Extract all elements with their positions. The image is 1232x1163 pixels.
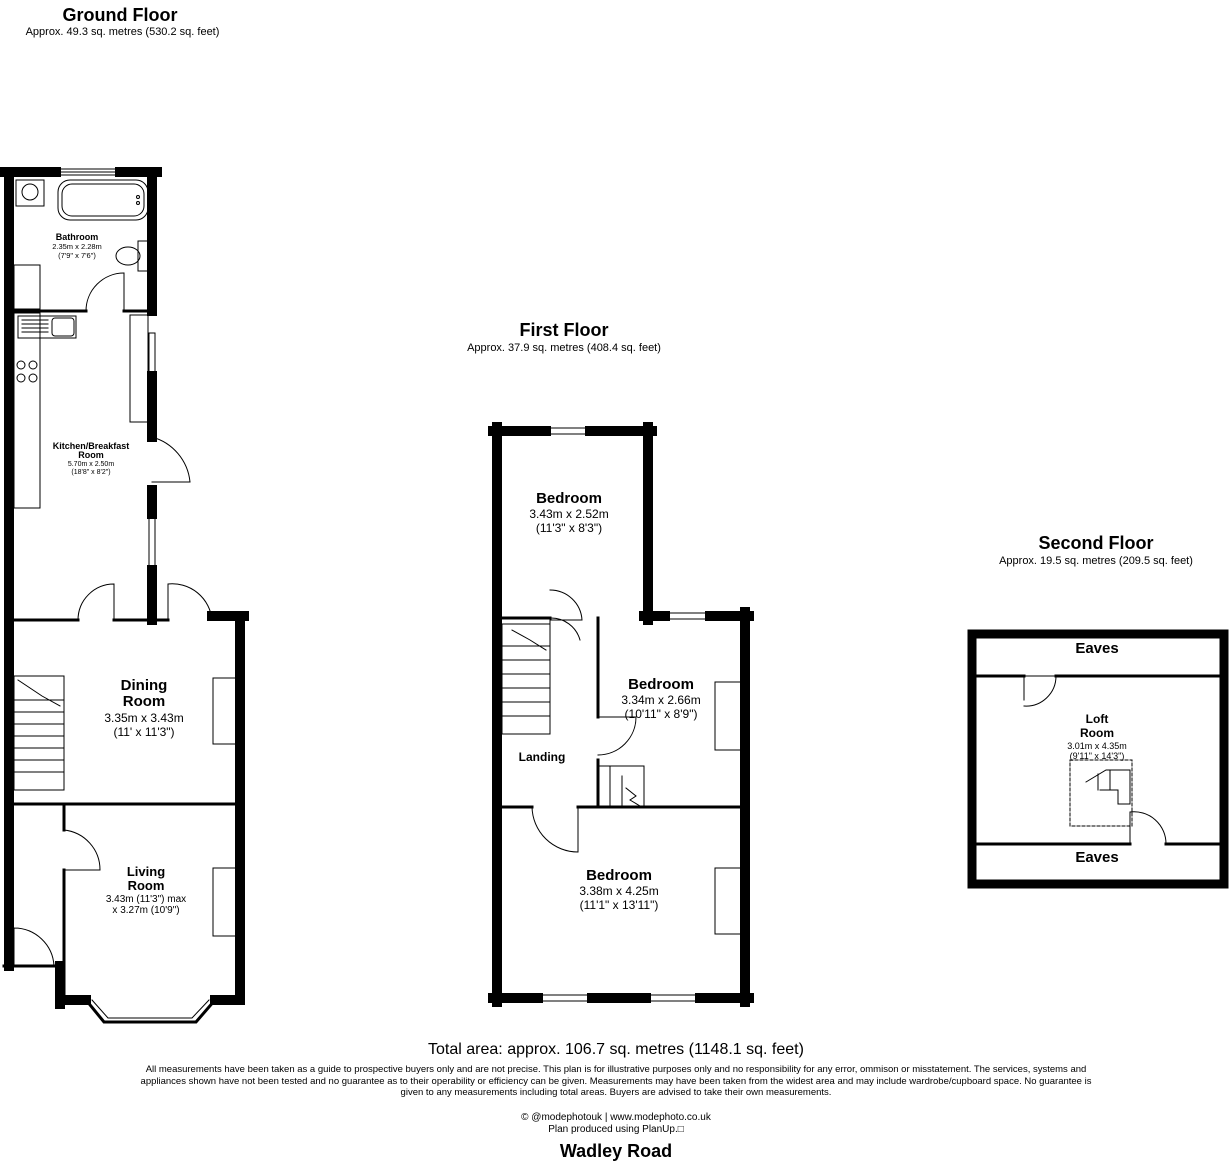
bedroom-middle-dim-m: 3.34m x 2.66m [621,693,701,707]
dining-dim-ft: (11' x 11'3") [113,725,175,739]
credit [416,1112,816,1136]
loft-dim-ft: (9'11" x 14'3") [1069,751,1125,761]
kitchen-label-2: Room [78,450,104,460]
disclaimer-line-2: appliances shown have not been tested and no guarantee as to their operability or efficiency can be given. Measurements may have been taken from the widest area and may include wardrobe/cupboard space. No guarantee is [140,1075,1092,1087]
first-floor-title: First Floor [519,320,609,340]
disclaimer [60,1064,1172,1099]
living-dim-m: 3.43m (11'3") max [105,894,187,905]
kitchen-dim-m: 5.70m x 2.50m [67,461,115,468]
bedroom-middle-label: Bedroom [628,676,694,693]
loft-dim-m: 3.01m x 4.35m [1067,741,1127,751]
kitchen-dim-ft: (18'8" x 8'2") [71,469,111,476]
bedroom-back-label: Bedroom [536,490,602,507]
bedroom-middle-dim-ft: (10'11" x 8'9") [624,707,698,721]
bedroom-front-dim-m: 3.38m x 4.25m [579,884,659,898]
bathroom-dim-m: 2.35m x 2.28m [52,242,102,251]
bedroom-front-label: Bedroom [586,867,652,884]
landing-label: Landing [518,750,566,764]
ground-floor-title: Ground Floor [62,5,178,25]
eaves-top-label: Eaves [1075,640,1119,657]
living-label-1: Living [126,864,166,879]
disclaimer-line-3: given to any measurements including total areas. Buyers are advised to take their own measurements. [400,1087,832,1098]
bedroom-back-dim-ft: (11'3" x 8'3") [535,521,603,535]
eaves-bottom-label: Eaves [1075,849,1119,866]
first-floor-area: Approx. 37.9 sq. metres (408.4 sq. feet) [467,342,661,354]
loft-label-1: Loft [1085,712,1109,726]
second-floor-area: Approx. 19.5 sq. metres (209.5 sq. feet) [999,555,1193,567]
living-label-2: Room [127,878,165,893]
second-floor-title: Second Floor [1038,533,1154,553]
disclaimer-line-1: All measurements have been taken as a guide to prospective buyers only and are not precise. This plan is for illustrative purposes only and no responsibility for any error, ommison or misstatement. The services, systems and [145,1064,1087,1075]
dining-label-2: Room [122,693,166,710]
bathroom-label: Bathroom [55,232,99,242]
address: Wadley Road [559,1141,673,1161]
kitchen-label-1: Kitchen/Breakfast [52,441,130,451]
living-dim-ft: x 3.27m (10'9") [112,905,180,916]
credit-line-2: Plan produced using PlanUp.□ [548,1124,684,1135]
bedroom-front-dim-ft: (11'1" x 13'11") [579,898,659,912]
ground-floor-area: Approx. 49.3 sq. metres (530.2 sq. feet) [25,26,220,38]
total-area: Total area: approx. 106.7 sq. metres (1148.1 sq. feet) [428,1041,804,1058]
bedroom-back-dim-m: 3.43m x 2.52m [529,507,609,521]
credit-line-1: © @modephotouk | www.modephoto.co.uk [521,1112,711,1123]
bathroom-dim-ft: (7'9" x 7'6") [58,251,96,260]
dining-label-1: Dining [120,677,168,694]
dining-dim-m: 3.35m x 3.43m [104,711,184,725]
loft-label-2: Room [1080,726,1114,740]
